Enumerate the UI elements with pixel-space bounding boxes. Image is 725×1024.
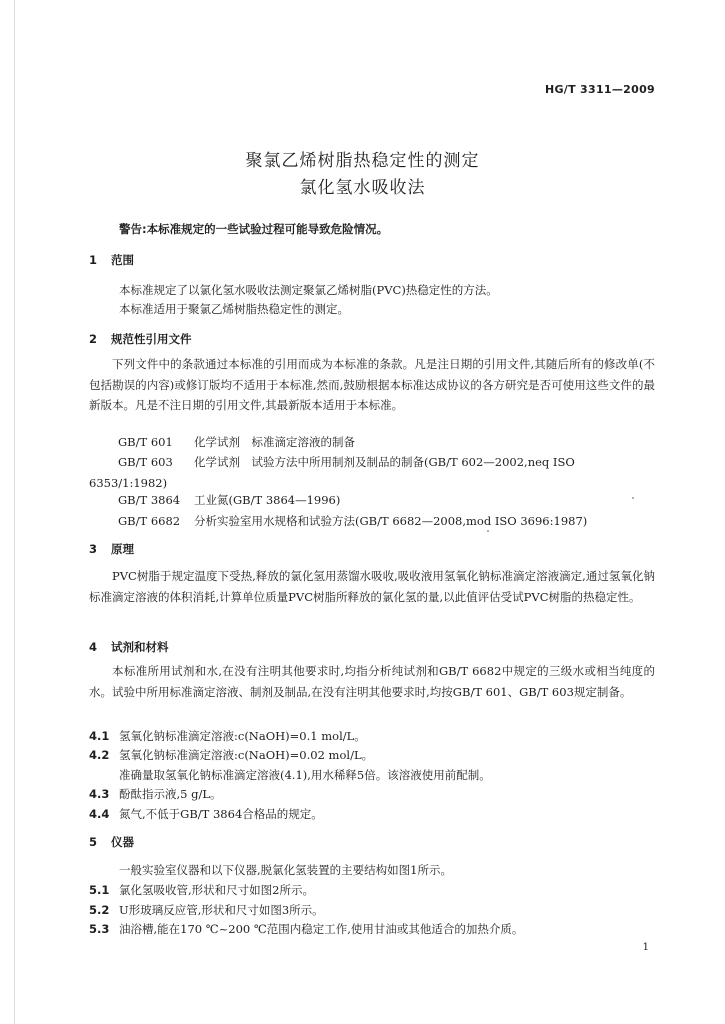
section-3-paragraph: PVC树脂于规定温度下受热,释放的氯化氢用蒸馏水吸收,吸收液用氢氧化钠标准滴定溶液滴定,通过氢氧化钠标准滴定溶液的体积消耗,计算单位质量PVC树脂所释放的氯化氢的量,以此值评估受试PVC树脂的热稳定性。: [89, 569, 655, 604]
page-number: 1: [642, 942, 649, 953]
reference-gbt3864: [89, 490, 655, 511]
section-2-heading: [89, 331, 192, 347]
section-5-intro: 一般实验室仪器和以下仪器,脱氯化氢装置的主要结构如图1所示。: [119, 863, 452, 877]
item-4-2: [89, 747, 373, 763]
item-5-3: [89, 921, 523, 937]
reference-name: 化学试剂 标准滴定溶液的制备: [194, 435, 355, 449]
item-4-1: [89, 728, 366, 744]
reference-code: GB/T 6682: [118, 514, 181, 528]
section-1-heading: [89, 252, 134, 268]
warning-text: 警告:本标准规定的一些试验过程可能导致危险情况。: [119, 222, 389, 236]
item-4-3: [89, 786, 222, 802]
section-number: 4: [89, 640, 98, 654]
item-number: 4.2: [89, 748, 110, 762]
scan-speck: [487, 530, 489, 532]
reference-gbt603: [89, 452, 655, 493]
section-4-paragraph: 本标准所用试剂和水,在没有注明其他要求时,均指分析纯试剂和GB/T 6682中规定的三级水或相当纯度的水。试验中所用标准滴定溶液、制剂及制品,在没有注明其他要求时,均按GB/T 601、GB/T 603规定制备。: [89, 664, 655, 699]
section-3-heading: [89, 541, 134, 557]
item-text: 氯化氢吸收管,形状和尺寸如图2所示。: [119, 883, 314, 897]
scan-speck: [632, 497, 634, 499]
item-text: 油浴槽,能在170 ℃~200 ℃范围内稳定工作,使用甘油或其他适合的加热介质。: [119, 922, 524, 936]
section-5-heading: [89, 834, 134, 850]
title-line-1: 聚氯乙烯树脂热稳定性的测定: [245, 151, 480, 171]
item-number: 5.2: [89, 903, 110, 917]
reference-gbt601: [89, 432, 655, 453]
reference-gbt6682: [89, 511, 655, 532]
reference-name: 分析实验室用水规格和试验方法(GB/T 6682—2008,mod ISO 3696:1987): [194, 514, 588, 528]
item-number: 5.3: [89, 922, 110, 936]
item-5-2: [89, 902, 324, 918]
section-4-heading: [89, 639, 169, 655]
section-2-paragraph: 下列文件中的条款通过本标准的引用而成为本标准的条款。凡是注日期的引用文件,其随后所有的修改单(不包括勘误的内容)或修订版均不适用于本标准,然而,鼓励根据本标准达成协议的各方研究是否可使用这些文件的最新版本。凡是不注日期的引用文件,其最新版本适用于本标准。: [89, 357, 655, 412]
section-1-line-1: 本标准规定了以氯化氢水吸收法测定聚氯乙烯树脂(PVC)热稳定性的方法。: [119, 283, 498, 297]
item-text: U形玻璃反应管,形状和尺寸如图3所示。: [119, 903, 324, 917]
item-4-2-note: 准确量取氢氧化钠标准滴定溶液(4.1),用水稀释5倍。该溶液使用前配制。: [119, 768, 491, 782]
title-line-2: 氯化氢水吸收法: [299, 178, 426, 198]
reference-name: 工业氮(GB/T 3864—1996): [194, 493, 341, 507]
item-text: 氢氧化钠标准滴定溶液:c(NaOH)=0.1 mol/L。: [119, 729, 366, 743]
section-number: 3: [89, 542, 98, 556]
section-title: 规范性引用文件: [111, 332, 192, 346]
section-number: 2: [89, 332, 98, 346]
item-4-4: [89, 806, 323, 822]
reference-code: GB/T 601: [118, 435, 173, 449]
item-number: 4.4: [89, 807, 110, 821]
reference-code: GB/T 3864: [118, 493, 181, 507]
reference-code: GB/T 603: [118, 455, 173, 469]
item-number: 5.1: [89, 883, 110, 897]
section-title: 试剂和材料: [111, 640, 169, 654]
item-number: 4.1: [89, 729, 110, 743]
section-number: 5: [89, 835, 98, 849]
section-title: 仪器: [111, 835, 134, 849]
item-text: 氮气,不低于GB/T 3864合格品的规定。: [119, 807, 323, 821]
item-number: 4.3: [89, 787, 110, 801]
section-1-line-2: 本标准适用于聚氯乙烯树脂热稳定性的测定。: [119, 302, 349, 316]
item-text: 氢氧化钠标准滴定溶液:c(NaOH)=0.02 mol/L。: [119, 748, 374, 762]
section-number: 1: [89, 253, 98, 267]
item-text: 酚酞指示液,5 g/L。: [119, 787, 222, 801]
reference-name: 化学试剂 试验方法中所用制剂及制品的制备(GB/T 602—2002,neq ISO 6353/1:1982): [89, 455, 575, 490]
item-5-1: [89, 882, 314, 898]
section-title: 范围: [111, 253, 134, 267]
standard-code: HG/T 3311—2009: [544, 83, 655, 96]
section-title: 原理: [111, 542, 134, 556]
